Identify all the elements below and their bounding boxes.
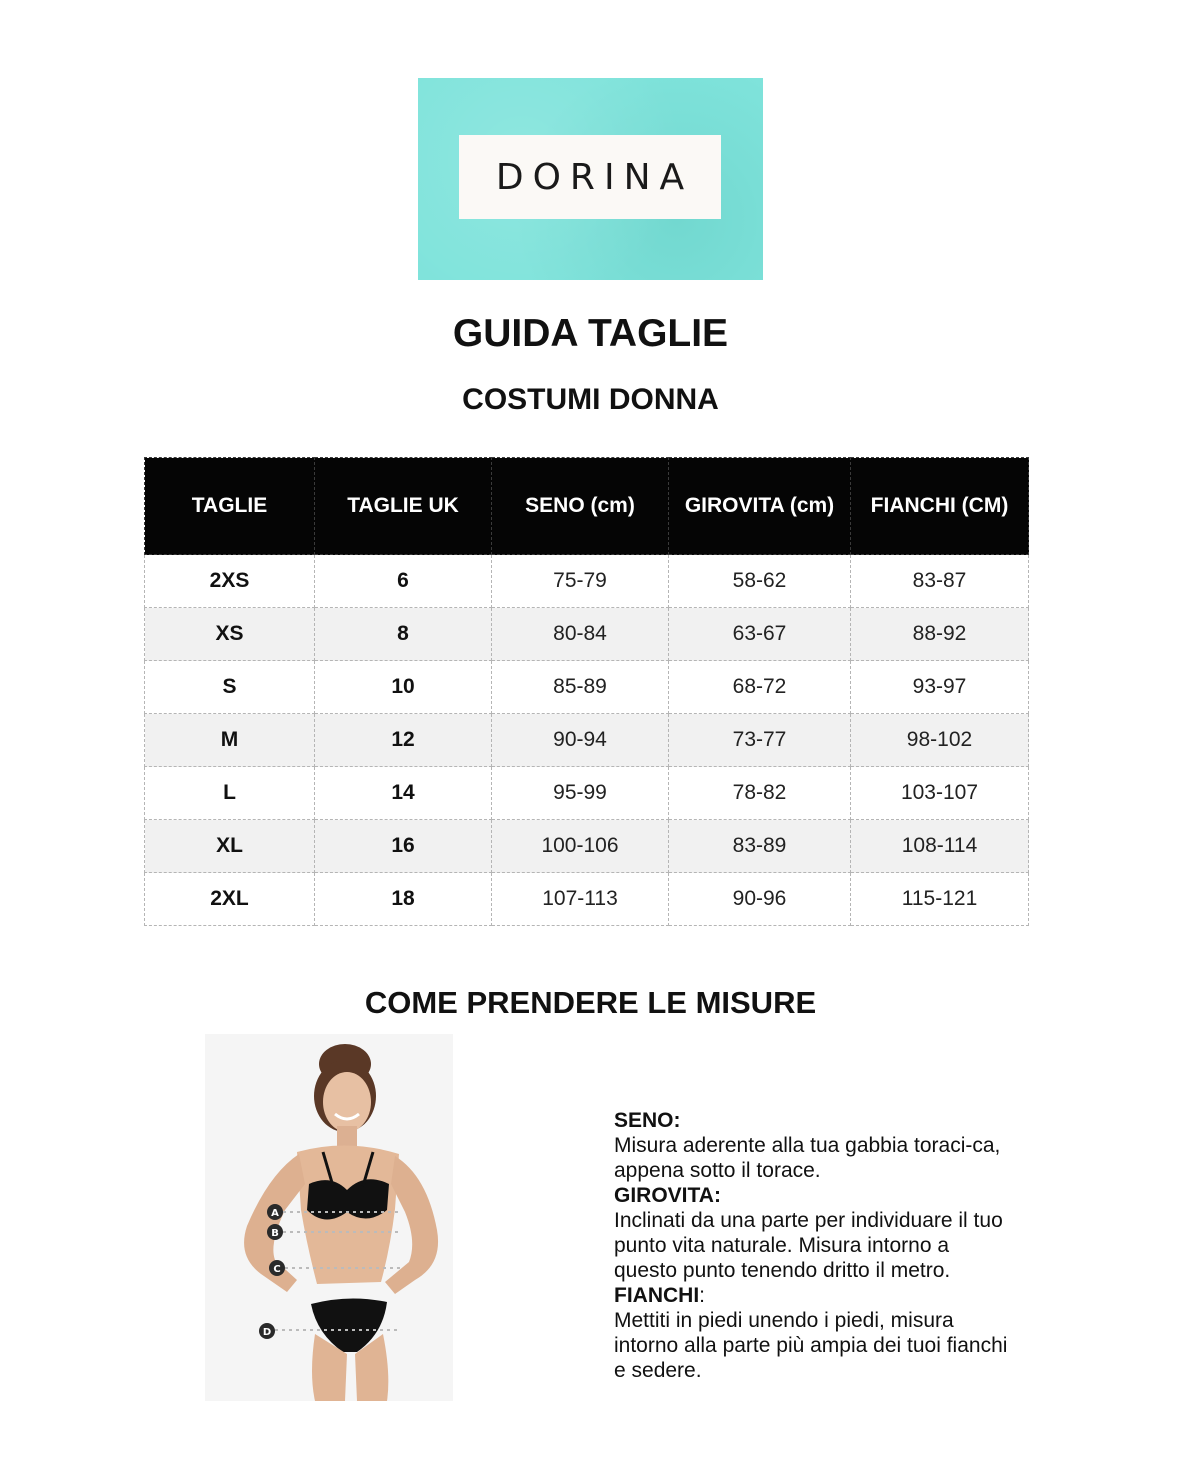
cell-size: 2XS <box>145 555 315 608</box>
table-row <box>145 608 1029 661</box>
marker-d-label: D <box>262 1327 272 1338</box>
cell-uk-size: 8 <box>315 608 492 661</box>
size-chart-table <box>144 457 1029 926</box>
table-row <box>145 820 1029 873</box>
table-row <box>145 714 1029 767</box>
instruction-text-girovita: Inclinati da una parte per individuare il tuo punto vita naturale. Misura intorno a questo punto tenendo dritto il metro. <box>614 1209 1003 1282</box>
marker-c-label: C <box>273 1264 281 1275</box>
cell-seno: 85-89 <box>492 661 669 714</box>
cell-size: XS <box>145 608 315 661</box>
cell-seno: 100-106 <box>492 820 669 873</box>
cell-seno: 90-94 <box>492 714 669 767</box>
marker-c-icon <box>269 1260 285 1276</box>
cell-seno: 107-113 <box>492 873 669 926</box>
instruction-text-fianchi: Mettiti in piedi unendo i piedi, misura intorno alla parte più ampia dei tuoi fianchi e sedere. <box>614 1309 1008 1382</box>
cell-fianchi: 88-92 <box>851 608 1029 661</box>
cell-girovita: 68-72 <box>669 661 851 714</box>
cell-uk-size: 14 <box>315 767 492 820</box>
cell-girovita: 58-62 <box>669 555 851 608</box>
cell-fianchi: 98-102 <box>851 714 1029 767</box>
header-seno: SENO (cm) <box>492 458 669 555</box>
table-row <box>145 661 1029 714</box>
cell-girovita: 83-89 <box>669 820 851 873</box>
instruction-heading-fianchi-word: FIANCHI <box>614 1284 700 1307</box>
cell-uk-size: 10 <box>315 661 492 714</box>
marker-b-label: B <box>271 1228 279 1239</box>
page-subtitle: COSTUMI DONNA <box>462 383 719 416</box>
instruction-heading-girovita: GIROVITA: <box>614 1184 721 1207</box>
cell-uk-size: 16 <box>315 820 492 873</box>
instruction-heading-seno: SENO: <box>614 1109 681 1132</box>
cell-girovita: 63-67 <box>669 608 851 661</box>
brand-logo <box>418 78 763 280</box>
instruction-text-seno: Misura aderente alla tua gabbia toraci-ca, appena sotto il torace. <box>614 1134 1001 1182</box>
logo-text: DORINA <box>495 156 694 198</box>
cell-girovita: 73-77 <box>669 714 851 767</box>
cell-size: L <box>145 767 315 820</box>
cell-seno: 95-99 <box>492 767 669 820</box>
cell-fianchi: 103-107 <box>851 767 1029 820</box>
cell-seno: 80-84 <box>492 608 669 661</box>
marker-d-icon <box>259 1323 275 1339</box>
cell-seno: 75-79 <box>492 555 669 608</box>
marker-a-label: A <box>271 1208 279 1219</box>
cell-fianchi: 93-97 <box>851 661 1029 714</box>
table-header-row <box>145 458 1029 555</box>
measure-section-title: COME PRENDERE LE MISURE <box>364 985 817 1020</box>
model-measurement-photo <box>205 1034 453 1401</box>
cell-girovita: 78-82 <box>669 767 851 820</box>
table-row <box>145 555 1029 608</box>
page-title: GUIDA TAGLIE <box>452 312 729 355</box>
header-girovita: GIROVITA (cm) <box>669 458 851 555</box>
cell-fianchi: 115-121 <box>851 873 1029 926</box>
instruction-heading-fianchi-colon: : <box>699 1284 706 1307</box>
cell-fianchi: 83-87 <box>851 555 1029 608</box>
cell-fianchi: 108-114 <box>851 820 1029 873</box>
instruction-heading-fianchi <box>614 1283 1014 1308</box>
cell-size: S <box>145 661 315 714</box>
cell-uk-size: 12 <box>315 714 492 767</box>
cell-girovita: 90-96 <box>669 873 851 926</box>
logo-plate <box>459 135 721 219</box>
marker-b-icon <box>267 1224 283 1240</box>
cell-size: 2XL <box>145 873 315 926</box>
measurement-instructions <box>614 1108 1014 1383</box>
cell-size: M <box>145 714 315 767</box>
header-taglie-uk: TAGLIE UK <box>315 458 492 555</box>
table-row <box>145 767 1029 820</box>
cell-size: XL <box>145 820 315 873</box>
model-illustration <box>205 1034 453 1401</box>
table-row <box>145 873 1029 926</box>
header-fianchi: FIANCHI (CM) <box>851 458 1029 555</box>
cell-uk-size: 6 <box>315 555 492 608</box>
marker-a-icon <box>267 1204 283 1220</box>
cell-uk-size: 18 <box>315 873 492 926</box>
header-taglie: TAGLIE <box>145 458 315 555</box>
